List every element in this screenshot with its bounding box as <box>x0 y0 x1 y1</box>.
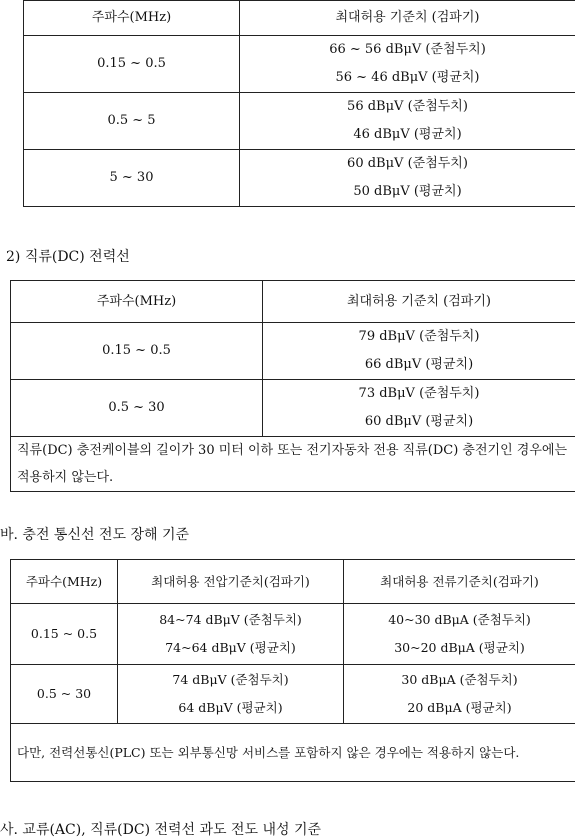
quasi-peak-value: 66 ~ 56 dBμV (준첨두치) <box>329 42 486 57</box>
quasi-peak-value: 79 dBμV (준첨두치) <box>358 329 480 344</box>
section-heading-comm-line: 바. 충전 통신선 전도 장해 기준 <box>0 527 189 543</box>
average-value: 74~64 dBμV (평균치) <box>165 640 296 655</box>
limit-cell <box>240 150 575 207</box>
header-frequency: 주파수(MHz) <box>24 1 240 36</box>
quasi-peak-value: 74 dBμV (준첨두치) <box>172 672 289 687</box>
average-value: 64 dBμV (평균치) <box>178 700 283 715</box>
table-row <box>11 380 575 437</box>
dc-limits-table <box>10 280 575 492</box>
table-note: 다만, 전력선통신(PLC) 또는 외부통신망 서비스를 포함하지 않은 경우에는 적용하지 않는다. <box>11 724 575 782</box>
header-frequency: 주파수(MHz) <box>11 560 118 604</box>
limit-cell <box>263 380 575 437</box>
frequency-cell: 0.15 ~ 0.5 <box>24 36 240 93</box>
quasi-peak-value: 40~30 dBμA (준첨두치) <box>388 612 531 627</box>
header-limit: 최대허용 기준치 (검파기) <box>240 1 575 36</box>
table-note: 직류(DC) 충전케이블의 길이가 30 미터 이하 또는 전기자동차 전용 직류(DC) 충전기인 경우에는 적용하지 않는다. <box>11 437 575 492</box>
quasi-peak-value: 73 dBμV (준첨두치) <box>358 386 480 401</box>
limit-cell <box>263 323 575 380</box>
average-value: 46 dBμV (평균치) <box>353 127 462 142</box>
average-value: 50 dBμV (평균치) <box>353 184 462 199</box>
frequency-cell: 0.15 ~ 0.5 <box>11 323 263 380</box>
frequency-cell: 5 ~ 30 <box>24 150 240 207</box>
frequency-cell: 0.5 ~ 30 <box>11 665 118 724</box>
current-cell <box>344 604 575 665</box>
average-value: 66 dBμV (평균치) <box>364 357 474 372</box>
limit-cell <box>240 93 575 150</box>
table-row <box>11 604 575 665</box>
header-current-limit: 최대허용 전류기준치(검파기) <box>344 560 575 604</box>
average-value: 56 ~ 46 dBμV (평균치) <box>335 70 480 85</box>
frequency-cell: 0.15 ~ 0.5 <box>11 604 118 665</box>
average-value: 30~20 dBμA (평균치) <box>394 640 525 655</box>
voltage-cell <box>118 604 344 665</box>
ac-limits-table <box>23 0 575 207</box>
header-voltage-limit: 최대허용 전압기준치(검파기) <box>118 560 344 604</box>
quasi-peak-value: 56 dBμV (준첨두치) <box>347 99 468 114</box>
quasi-peak-value: 60 dBμV (준첨두치) <box>347 156 468 171</box>
limit-cell <box>240 36 575 93</box>
section-heading-transient-immunity: 사. 교류(AC), 직류(DC) 전력선 과도 전도 내성 기준 <box>0 822 322 838</box>
table-row <box>24 150 575 207</box>
header-frequency: 주파수(MHz) <box>11 281 263 323</box>
average-value: 20 dBμA (평균치) <box>407 700 512 715</box>
table-row <box>11 665 575 724</box>
table-row <box>24 93 575 150</box>
quasi-peak-value: 30 dBμA (준첨두치) <box>401 672 518 687</box>
average-value: 60 dBμV (평균치) <box>364 414 474 429</box>
section-heading-dc-power-line: 2) 직류(DC) 전력선 <box>6 249 130 265</box>
frequency-cell: 0.5 ~ 30 <box>11 380 263 437</box>
table-row <box>11 323 575 380</box>
table-row <box>24 36 575 93</box>
comm-line-limits-table <box>10 559 575 782</box>
voltage-cell <box>118 665 344 724</box>
header-limit: 최대허용 기준치 (검파기) <box>263 281 575 323</box>
current-cell <box>344 665 575 724</box>
frequency-cell: 0.5 ~ 5 <box>24 93 240 150</box>
quasi-peak-value: 84~74 dBμV (준첨두치) <box>159 612 302 627</box>
